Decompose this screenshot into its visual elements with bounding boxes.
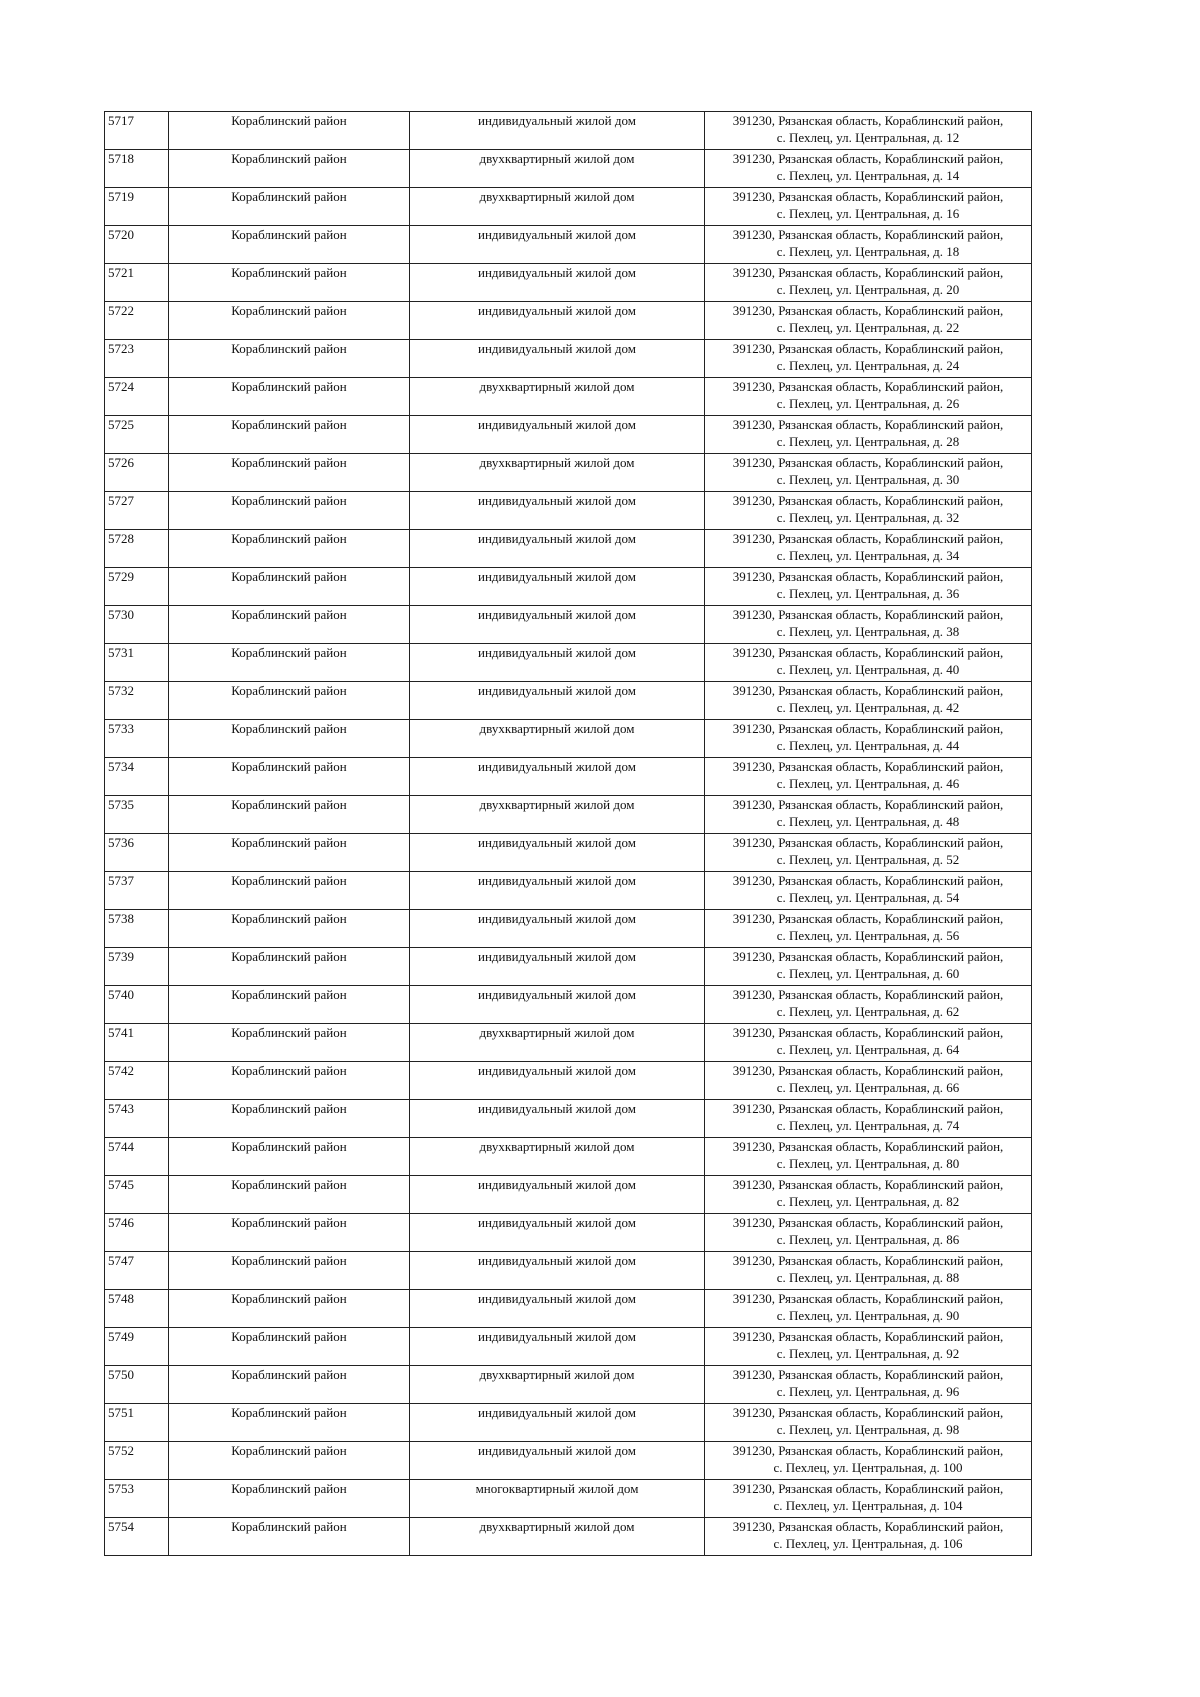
address-cell [705,492,1032,530]
district-cell: Кораблинский район [169,1518,410,1556]
district-cell: Кораблинский район [169,1366,410,1404]
address-line-2: с. Пехлец, ул. Центральная, д. 54 [776,890,960,905]
address-line-2: с. Пехлец, ул. Центральная, д. 18 [776,244,960,259]
address-line-2: с. Пехлец, ул. Центральная, д. 42 [776,700,960,715]
district-cell: Кораблинский район [169,1024,410,1062]
address-cell [705,872,1032,910]
row-number-cell: 5751 [105,1404,169,1442]
address-line-1: 391230, Рязанская область, Кораблинский район, [732,189,1004,204]
district-cell: Кораблинский район [169,1252,410,1290]
district-cell: Кораблинский район [169,1176,410,1214]
address-cell [705,682,1032,720]
row-number-cell: 5753 [105,1480,169,1518]
building-type-cell: индивидуальный жилой дом [410,1328,705,1366]
address-line-2: с. Пехлец, ул. Центральная, д. 32 [776,510,960,525]
address-line-1: 391230, Рязанская область, Кораблинский район, [732,569,1004,584]
address-line-1: 391230, Рязанская область, Кораблинский район, [732,721,1004,736]
district-cell: Кораблинский район [169,720,410,758]
table-row [105,1176,1032,1214]
row-number-cell: 5734 [105,758,169,796]
row-number-cell: 5742 [105,1062,169,1100]
building-type-cell: индивидуальный жилой дом [410,416,705,454]
district-cell: Кораблинский район [169,1100,410,1138]
table-row [105,986,1032,1024]
address-line-2: с. Пехлец, ул. Центральная, д. 28 [776,434,960,449]
address-line-2: с. Пехлец, ул. Центральная, д. 96 [776,1384,960,1399]
address-line-1: 391230, Рязанская область, Кораблинский район, [732,341,1004,356]
row-number-cell: 5728 [105,530,169,568]
address-line-2: с. Пехлец, ул. Центральная, д. 100 [773,1460,963,1475]
district-cell: Кораблинский район [169,302,410,340]
building-type-cell: индивидуальный жилой дом [410,1062,705,1100]
address-line-1: 391230, Рязанская область, Кораблинский район, [732,265,1004,280]
address-line-1: 391230, Рязанская область, Кораблинский район, [732,873,1004,888]
table-row [105,720,1032,758]
address-line-2: с. Пехлец, ул. Центральная, д. 36 [776,586,960,601]
district-cell: Кораблинский район [169,378,410,416]
address-line-2: с. Пехлец, ул. Центральная, д. 62 [776,1004,960,1019]
row-number-cell: 5731 [105,644,169,682]
table-row [105,796,1032,834]
table-row [105,150,1032,188]
address-line-1: 391230, Рязанская область, Кораблинский район, [732,1063,1004,1078]
address-line-2: с. Пехлец, ул. Центральная, д. 66 [776,1080,960,1095]
table-row [105,302,1032,340]
table-row [105,226,1032,264]
district-cell: Кораблинский район [169,1290,410,1328]
row-number-cell: 5740 [105,986,169,1024]
table-row [105,530,1032,568]
row-number-cell: 5717 [105,112,169,150]
building-type-cell: индивидуальный жилой дом [410,1290,705,1328]
row-number-cell: 5723 [105,340,169,378]
address-line-1: 391230, Рязанская область, Кораблинский район, [732,227,1004,242]
district-cell: Кораблинский район [169,264,410,302]
address-line-1: 391230, Рязанская область, Кораблинский район, [732,1177,1004,1192]
address-line-1: 391230, Рязанская область, Кораблинский район, [732,531,1004,546]
address-line-1: 391230, Рязанская область, Кораблинский район, [732,1101,1004,1116]
building-type-cell: индивидуальный жилой дом [410,1176,705,1214]
district-cell: Кораблинский район [169,834,410,872]
district-cell: Кораблинский район [169,682,410,720]
table-row [105,1138,1032,1176]
row-number-cell: 5745 [105,1176,169,1214]
address-cell [705,1024,1032,1062]
building-type-cell: индивидуальный жилой дом [410,1100,705,1138]
address-cell [705,1328,1032,1366]
address-cell [705,796,1032,834]
row-number-cell: 5743 [105,1100,169,1138]
table-row [105,1062,1032,1100]
building-type-cell: двухквартирный жилой дом [410,454,705,492]
district-cell: Кораблинский район [169,568,410,606]
address-cell [705,1214,1032,1252]
building-type-cell: двухквартирный жилой дом [410,188,705,226]
row-number-cell: 5729 [105,568,169,606]
table-row [105,1442,1032,1480]
address-cell [705,454,1032,492]
table-row [105,1290,1032,1328]
address-cell [705,1176,1032,1214]
building-type-cell: двухквартирный жилой дом [410,378,705,416]
district-cell: Кораблинский район [169,1214,410,1252]
address-line-2: с. Пехлец, ул. Центральная, д. 60 [776,966,960,981]
table-row [105,492,1032,530]
address-line-2: с. Пехлец, ул. Центральная, д. 92 [776,1346,960,1361]
address-cell [705,112,1032,150]
address-cell [705,910,1032,948]
table-row [105,1214,1032,1252]
address-line-1: 391230, Рязанская область, Кораблинский район, [732,113,1004,128]
address-line-1: 391230, Рязанская область, Кораблинский район, [732,797,1004,812]
building-type-cell: индивидуальный жилой дом [410,340,705,378]
district-cell: Кораблинский район [169,1480,410,1518]
address-cell [705,150,1032,188]
district-cell: Кораблинский район [169,606,410,644]
address-cell [705,1138,1032,1176]
address-cell [705,606,1032,644]
district-cell: Кораблинский район [169,758,410,796]
building-type-cell: индивидуальный жилой дом [410,302,705,340]
address-cell [705,986,1032,1024]
address-line-2: с. Пехлец, ул. Центральная, д. 104 [773,1498,963,1513]
district-cell: Кораблинский район [169,1138,410,1176]
address-line-2: с. Пехлец, ул. Центральная, д. 86 [776,1232,960,1247]
address-line-1: 391230, Рязанская область, Кораблинский район, [732,1329,1004,1344]
table-row [105,1480,1032,1518]
row-number-cell: 5721 [105,264,169,302]
address-line-1: 391230, Рязанская область, Кораблинский район, [732,949,1004,964]
district-cell: Кораблинский район [169,1442,410,1480]
district-cell: Кораблинский район [169,226,410,264]
district-cell: Кораблинский район [169,948,410,986]
district-cell: Кораблинский район [169,1328,410,1366]
row-number-cell: 5750 [105,1366,169,1404]
table-row [105,416,1032,454]
row-number-cell: 5748 [105,1290,169,1328]
building-type-cell: индивидуальный жилой дом [410,492,705,530]
table-row [105,682,1032,720]
address-cell [705,340,1032,378]
building-type-cell: индивидуальный жилой дом [410,644,705,682]
building-type-cell: индивидуальный жилой дом [410,1252,705,1290]
district-cell: Кораблинский район [169,150,410,188]
row-number-cell: 5754 [105,1518,169,1556]
row-number-cell: 5730 [105,606,169,644]
building-type-cell: двухквартирный жилой дом [410,1138,705,1176]
address-cell [705,416,1032,454]
address-cell [705,1100,1032,1138]
building-type-cell: индивидуальный жилой дом [410,264,705,302]
address-line-2: с. Пехлец, ул. Центральная, д. 48 [776,814,960,829]
row-number-cell: 5744 [105,1138,169,1176]
address-line-1: 391230, Рязанская область, Кораблинский район, [732,1025,1004,1040]
row-number-cell: 5724 [105,378,169,416]
district-cell: Кораблинский район [169,492,410,530]
address-cell [705,758,1032,796]
building-type-cell: индивидуальный жилой дом [410,872,705,910]
table-row [105,264,1032,302]
address-line-1: 391230, Рязанская область, Кораблинский район, [732,455,1004,470]
row-number-cell: 5733 [105,720,169,758]
address-cell [705,1442,1032,1480]
address-line-1: 391230, Рязанская область, Кораблинский район, [732,759,1004,774]
address-line-2: с. Пехлец, ул. Центральная, д. 20 [776,282,960,297]
table-row [105,1404,1032,1442]
building-type-cell: индивидуальный жилой дом [410,986,705,1024]
district-cell: Кораблинский район [169,188,410,226]
address-line-1: 391230, Рязанская область, Кораблинский район, [732,1291,1004,1306]
address-cell [705,948,1032,986]
row-number-cell: 5739 [105,948,169,986]
address-cell [705,1404,1032,1442]
table-row [105,568,1032,606]
address-line-1: 391230, Рязанская область, Кораблинский район, [732,493,1004,508]
building-type-cell: индивидуальный жилой дом [410,682,705,720]
address-cell [705,226,1032,264]
address-line-1: 391230, Рязанская область, Кораблинский район, [732,1405,1004,1420]
table-row [105,758,1032,796]
district-cell: Кораблинский район [169,644,410,682]
table-row [105,606,1032,644]
building-type-cell: индивидуальный жилой дом [410,948,705,986]
district-cell: Кораблинский район [169,872,410,910]
address-line-1: 391230, Рязанская область, Кораблинский район, [732,1443,1004,1458]
address-cell [705,530,1032,568]
table-row [105,1100,1032,1138]
address-line-1: 391230, Рязанская область, Кораблинский район, [732,987,1004,1002]
address-cell [705,264,1032,302]
building-type-cell: индивидуальный жилой дом [410,226,705,264]
row-number-cell: 5738 [105,910,169,948]
row-number-cell: 5736 [105,834,169,872]
row-number-cell: 5720 [105,226,169,264]
district-cell: Кораблинский район [169,112,410,150]
row-number-cell: 5727 [105,492,169,530]
address-line-1: 391230, Рязанская область, Кораблинский район, [732,1519,1004,1534]
housing-registry-table [104,111,1032,1556]
address-line-2: с. Пехлец, ул. Центральная, д. 98 [776,1422,960,1437]
address-line-1: 391230, Рязанская область, Кораблинский район, [732,379,1004,394]
row-number-cell: 5732 [105,682,169,720]
address-cell [705,1062,1032,1100]
district-cell: Кораблинский район [169,986,410,1024]
address-line-2: с. Пехлец, ул. Центральная, д. 56 [776,928,960,943]
address-line-2: с. Пехлец, ул. Центральная, д. 46 [776,776,960,791]
row-number-cell: 5749 [105,1328,169,1366]
building-type-cell: индивидуальный жилой дом [410,568,705,606]
building-type-cell: двухквартирный жилой дом [410,1518,705,1556]
row-number-cell: 5722 [105,302,169,340]
address-cell [705,1518,1032,1556]
address-line-2: с. Пехлец, ул. Центральная, д. 22 [776,320,960,335]
address-line-1: 391230, Рязанская область, Кораблинский район, [732,151,1004,166]
building-type-cell: двухквартирный жилой дом [410,796,705,834]
building-type-cell: индивидуальный жилой дом [410,758,705,796]
district-cell: Кораблинский район [169,454,410,492]
building-type-cell: двухквартирный жилой дом [410,1366,705,1404]
address-cell [705,644,1032,682]
table-row [105,1518,1032,1556]
address-line-2: с. Пехлец, ул. Центральная, д. 82 [776,1194,960,1209]
row-number-cell: 5735 [105,796,169,834]
district-cell: Кораблинский район [169,530,410,568]
row-number-cell: 5725 [105,416,169,454]
address-line-1: 391230, Рязанская область, Кораблинский район, [732,607,1004,622]
row-number-cell: 5747 [105,1252,169,1290]
row-number-cell: 5746 [105,1214,169,1252]
row-number-cell: 5737 [105,872,169,910]
table-row [105,188,1032,226]
address-line-2: с. Пехлец, ул. Центральная, д. 30 [776,472,960,487]
address-cell [705,1252,1032,1290]
table-body [105,112,1032,1556]
address-line-1: 391230, Рязанская область, Кораблинский район, [732,1481,1004,1496]
address-cell [705,568,1032,606]
district-cell: Кораблинский район [169,340,410,378]
table-row [105,910,1032,948]
address-cell [705,188,1032,226]
address-line-2: с. Пехлец, ул. Центральная, д. 38 [776,624,960,639]
address-cell [705,378,1032,416]
building-type-cell: двухквартирный жилой дом [410,720,705,758]
building-type-cell: индивидуальный жилой дом [410,606,705,644]
address-line-1: 391230, Рязанская область, Кораблинский район, [732,1367,1004,1382]
address-line-1: 391230, Рязанская область, Кораблинский район, [732,1139,1004,1154]
table-row [105,1328,1032,1366]
address-cell [705,302,1032,340]
address-line-1: 391230, Рязанская область, Кораблинский район, [732,417,1004,432]
table-row [105,644,1032,682]
table-row [105,1024,1032,1062]
address-line-2: с. Пехлец, ул. Центральная, д. 88 [776,1270,960,1285]
building-type-cell: многоквартирный жилой дом [410,1480,705,1518]
district-cell: Кораблинский район [169,796,410,834]
building-type-cell: индивидуальный жилой дом [410,910,705,948]
address-line-2: с. Пехлец, ул. Центральная, д. 64 [776,1042,960,1057]
building-type-cell: двухквартирный жилой дом [410,1024,705,1062]
address-line-1: 391230, Рязанская область, Кораблинский район, [732,645,1004,660]
address-cell [705,1366,1032,1404]
address-line-2: с. Пехлец, ул. Центральная, д. 26 [776,396,960,411]
table-row [105,112,1032,150]
building-type-cell: индивидуальный жилой дом [410,834,705,872]
table-row [105,340,1032,378]
building-type-cell: индивидуальный жилой дом [410,530,705,568]
row-number-cell: 5718 [105,150,169,188]
address-line-2: с. Пехлец, ул. Центральная, д. 80 [776,1156,960,1171]
table-row [105,872,1032,910]
table-row [105,1252,1032,1290]
address-line-2: с. Пехлец, ул. Центральная, д. 52 [776,852,960,867]
address-line-1: 391230, Рязанская область, Кораблинский район, [732,1253,1004,1268]
address-line-2: с. Пехлец, ул. Центральная, д. 24 [776,358,960,373]
address-cell [705,1480,1032,1518]
row-number-cell: 5741 [105,1024,169,1062]
table-row [105,1366,1032,1404]
district-cell: Кораблинский район [169,910,410,948]
address-line-2: с. Пехлец, ул. Центральная, д. 12 [776,130,960,145]
district-cell: Кораблинский район [169,1404,410,1442]
address-cell [705,720,1032,758]
table-row [105,378,1032,416]
building-type-cell: индивидуальный жилой дом [410,1404,705,1442]
building-type-cell: индивидуальный жилой дом [410,1214,705,1252]
address-line-2: с. Пехлец, ул. Центральная, д. 74 [776,1118,960,1133]
address-line-2: с. Пехлец, ул. Центральная, д. 40 [776,662,960,677]
address-cell [705,1290,1032,1328]
address-line-2: с. Пехлец, ул. Центральная, д. 44 [776,738,960,753]
address-line-2: с. Пехлец, ул. Центральная, д. 14 [776,168,960,183]
address-line-2: с. Пехлец, ул. Центральная, д. 16 [776,206,960,221]
building-type-cell: индивидуальный жилой дом [410,112,705,150]
row-number-cell: 5719 [105,188,169,226]
address-line-2: с. Пехлец, ул. Центральная, д. 34 [776,548,960,563]
table-row [105,454,1032,492]
address-line-2: с. Пехлец, ул. Центральная, д. 90 [776,1308,960,1323]
building-type-cell: двухквартирный жилой дом [410,150,705,188]
address-cell [705,834,1032,872]
building-type-cell: индивидуальный жилой дом [410,1442,705,1480]
table-row [105,948,1032,986]
table-row [105,834,1032,872]
address-line-1: 391230, Рязанская область, Кораблинский район, [732,911,1004,926]
address-line-1: 391230, Рязанская область, Кораблинский район, [732,303,1004,318]
address-line-2: с. Пехлец, ул. Центральная, д. 106 [773,1536,963,1551]
address-line-1: 391230, Рязанская область, Кораблинский район, [732,835,1004,850]
row-number-cell: 5726 [105,454,169,492]
address-line-1: 391230, Рязанская область, Кораблинский район, [732,683,1004,698]
row-number-cell: 5752 [105,1442,169,1480]
district-cell: Кораблинский район [169,1062,410,1100]
address-line-1: 391230, Рязанская область, Кораблинский район, [732,1215,1004,1230]
district-cell: Кораблинский район [169,416,410,454]
